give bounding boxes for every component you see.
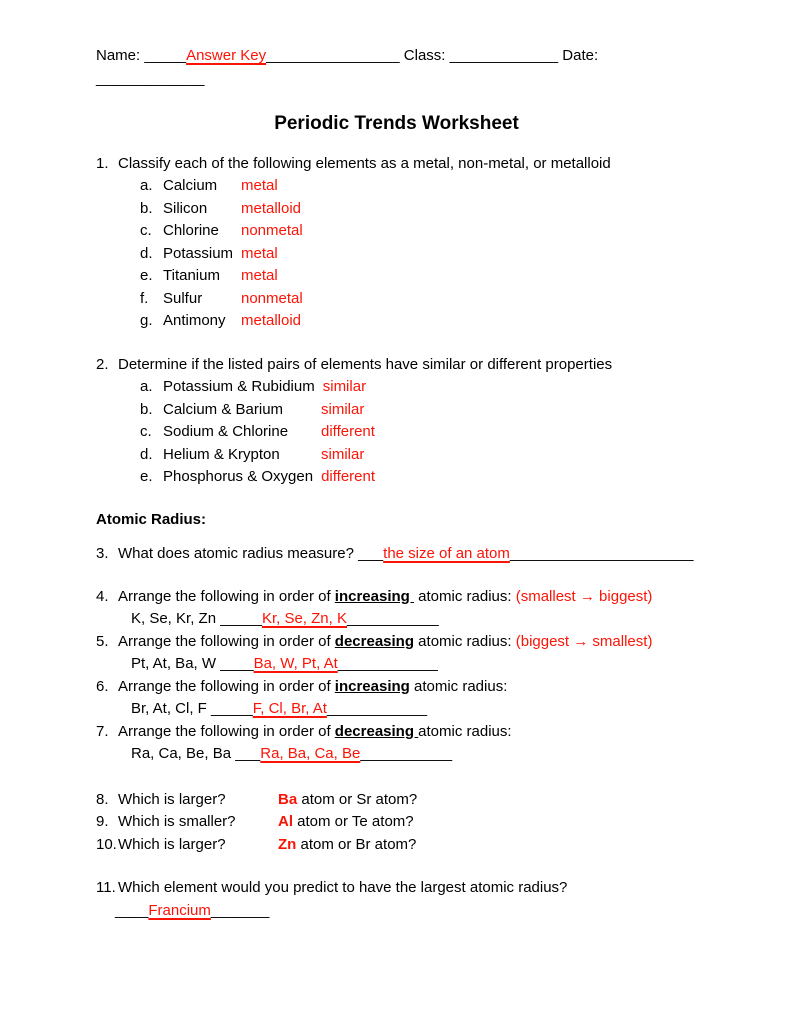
question-8-prompt: Which is larger? xyxy=(118,790,226,808)
element-pair: Helium & Krypton xyxy=(163,445,280,463)
answer-blank: ___ xyxy=(358,545,384,562)
keyword-increasing: increasing xyxy=(334,587,414,605)
question-9-prompt: Which is smaller? xyxy=(118,813,236,830)
keyword-increasing: increasing xyxy=(334,677,410,695)
item-letter: b. xyxy=(140,199,153,217)
q1-item-a xyxy=(140,175,697,198)
question-1-prompt: Classify each of the following elements as a metal, non-metal, or metalloid xyxy=(118,154,611,172)
element-list: Ra, Ca, Be, Ba xyxy=(131,745,232,762)
name-blank-after: ________________ xyxy=(266,47,400,64)
item-letter: d. xyxy=(140,244,153,262)
question-2 xyxy=(96,354,697,377)
element-pair: Phosphorus & Oxygen xyxy=(163,468,314,485)
item-letter: e. xyxy=(140,267,153,284)
q2-item-c xyxy=(140,421,697,444)
question-4-prompt-after: atomic radius: xyxy=(414,587,512,605)
question-5 xyxy=(96,631,697,654)
item-letter: f. xyxy=(140,289,149,307)
q1-item-g xyxy=(140,310,697,333)
name-answer: Answer Key xyxy=(186,47,267,64)
answer-text: Ra, Ba, Ca, Be xyxy=(260,745,361,762)
question-5-answer-line xyxy=(131,653,697,676)
answer-text: different xyxy=(321,423,375,440)
answer-blank: ___ xyxy=(235,745,261,762)
question-11-answer-line xyxy=(115,900,697,923)
question-10-number: 10. xyxy=(96,835,117,853)
question-11-number: 11. xyxy=(96,879,116,896)
answer-text: metalloid xyxy=(241,199,302,217)
question-7-prompt-after: atomic radius: xyxy=(418,722,512,740)
question-3-number: 3. xyxy=(96,545,109,562)
question-6-prompt-after: atomic radius: xyxy=(409,677,508,695)
question-10 xyxy=(96,834,697,857)
element-pair: Calcium & Barium xyxy=(163,400,284,418)
keyword-decreasing: decreasing xyxy=(334,632,415,650)
answer-text: different xyxy=(321,468,376,485)
question-4 xyxy=(96,586,697,609)
question-8 xyxy=(96,789,697,812)
element-name: Sulfur xyxy=(163,289,203,307)
name-blank-before: _____ xyxy=(144,47,187,64)
answer-blank: ____ xyxy=(220,655,254,672)
question-8-rest: atom or Sr atom? xyxy=(301,790,418,808)
answer-text: similar xyxy=(321,445,365,463)
answer-text: similar xyxy=(322,378,367,395)
item-letter: d. xyxy=(140,445,153,463)
item-letter: a. xyxy=(140,177,153,194)
q1-item-b xyxy=(140,198,697,221)
question-2-prompt: Determine if the listed pairs of elements have similar or different properties xyxy=(118,355,613,373)
question-6-prompt: Arrange the following in order of xyxy=(118,677,331,695)
question-3 xyxy=(96,543,697,566)
answer-text: Kr, Se, Zn, K xyxy=(261,610,347,627)
element-name: Antimony xyxy=(163,312,226,329)
q2-item-a xyxy=(140,376,697,399)
item-letter: e. xyxy=(140,468,153,485)
question-9 xyxy=(96,811,697,834)
answer-text: Francium xyxy=(148,901,211,919)
element-pair: Potassium & Rubidium xyxy=(163,378,315,395)
name-label: Name: xyxy=(96,47,141,64)
keyword-decreasing: decreasing xyxy=(334,722,419,740)
question-11 xyxy=(96,877,697,900)
page-title: Periodic Trends Worksheet xyxy=(274,113,519,134)
question-9-rest: atom or Te atom? xyxy=(297,813,414,830)
question-6 xyxy=(96,676,697,699)
element-list: Br, At, Cl, F xyxy=(131,700,207,717)
question-4-number: 4. xyxy=(96,587,109,605)
question-5-prompt-after: atomic radius: xyxy=(414,632,512,650)
q1-item-f xyxy=(140,288,697,311)
item-letter: g. xyxy=(140,312,153,329)
question-5-prompt: Arrange the following in order of xyxy=(118,632,331,650)
section-heading-atomic-radius: Atomic Radius: xyxy=(96,510,207,528)
date-label: Date: xyxy=(562,47,599,64)
answer-text: nonmetal xyxy=(241,222,303,239)
element-list: K, Se, Kr, Zn xyxy=(131,610,217,627)
answer-text: metal xyxy=(241,244,278,262)
answer-text: similar xyxy=(321,400,365,418)
answer-blank: ______________________ xyxy=(509,545,694,562)
item-letter: b. xyxy=(140,400,153,418)
question-1-number: 1. xyxy=(96,154,109,172)
answer-blank: ___________ xyxy=(346,610,439,627)
question-3-prompt: What does atomic radius measure? xyxy=(118,545,354,562)
answer-text: metal xyxy=(241,177,278,194)
q2-item-d xyxy=(140,444,697,467)
question-5-number: 5. xyxy=(96,632,109,650)
date-blank: _____________ xyxy=(96,69,205,87)
question-4-prompt: Arrange the following in order of xyxy=(118,587,331,605)
element-name: Calcium xyxy=(163,177,218,194)
answer-text: metalloid xyxy=(241,312,302,329)
question-4-answer-line xyxy=(131,608,697,631)
class-label: Class: xyxy=(403,47,446,64)
answer-text: F, Cl, Br, At xyxy=(252,700,327,717)
answer-blank: ____________ xyxy=(337,655,438,672)
question-8-number: 8. xyxy=(96,790,109,808)
q2-item-e xyxy=(140,466,697,489)
answer-blank: _______ xyxy=(210,901,270,919)
answer-text: metal xyxy=(241,267,278,284)
answer-text: Al xyxy=(278,813,293,830)
answer-text: Ba, W, Pt, At xyxy=(253,655,338,672)
element-list: Pt, At, Ba, W xyxy=(131,655,217,672)
question-10-rest: atom or Br atom? xyxy=(300,835,417,853)
question-7-answer-line xyxy=(131,743,697,766)
q1-item-e xyxy=(140,265,697,288)
element-name: Titanium xyxy=(163,267,220,284)
answer-blank: ___________ xyxy=(360,745,453,762)
item-letter: c. xyxy=(140,222,152,239)
question-1 xyxy=(96,153,697,176)
answer-text: Ba xyxy=(278,790,298,808)
question-11-prompt: Which element would you predict to have the largest atomic radius? xyxy=(118,879,568,896)
header xyxy=(96,45,697,90)
question-7-prompt: Arrange the following in order of xyxy=(118,722,331,740)
answer-text: Zn xyxy=(278,835,297,853)
class-blank: _____________ xyxy=(449,47,559,64)
question-7 xyxy=(96,721,697,744)
question-2-number: 2. xyxy=(96,355,109,373)
question-9-number: 9. xyxy=(96,813,109,830)
answer-blank: _____ xyxy=(211,700,253,717)
q2-item-b xyxy=(140,399,697,422)
answer-blank: ____________ xyxy=(326,700,428,717)
answer-blank: ____ xyxy=(115,901,149,919)
q1-item-c xyxy=(140,220,697,243)
question-6-answer-line xyxy=(131,698,697,721)
hint-text: (biggest → smallest) xyxy=(515,632,653,650)
answer-blank: _____ xyxy=(220,610,262,627)
element-pair: Sodium & Chlorine xyxy=(163,423,289,440)
answer-text: the size of an atom xyxy=(383,545,510,562)
item-letter: a. xyxy=(140,378,153,395)
element-name: Potassium xyxy=(163,244,234,262)
question-7-number: 7. xyxy=(96,722,109,740)
hint-text: (smallest → biggest) xyxy=(515,587,653,605)
item-letter: c. xyxy=(140,423,152,440)
question-6-number: 6. xyxy=(96,677,109,695)
element-name: Silicon xyxy=(163,199,208,217)
element-name: Chlorine xyxy=(163,222,219,239)
q1-item-d xyxy=(140,243,697,266)
answer-text: nonmetal xyxy=(241,289,303,307)
question-10-prompt: Which is larger? xyxy=(118,835,226,853)
